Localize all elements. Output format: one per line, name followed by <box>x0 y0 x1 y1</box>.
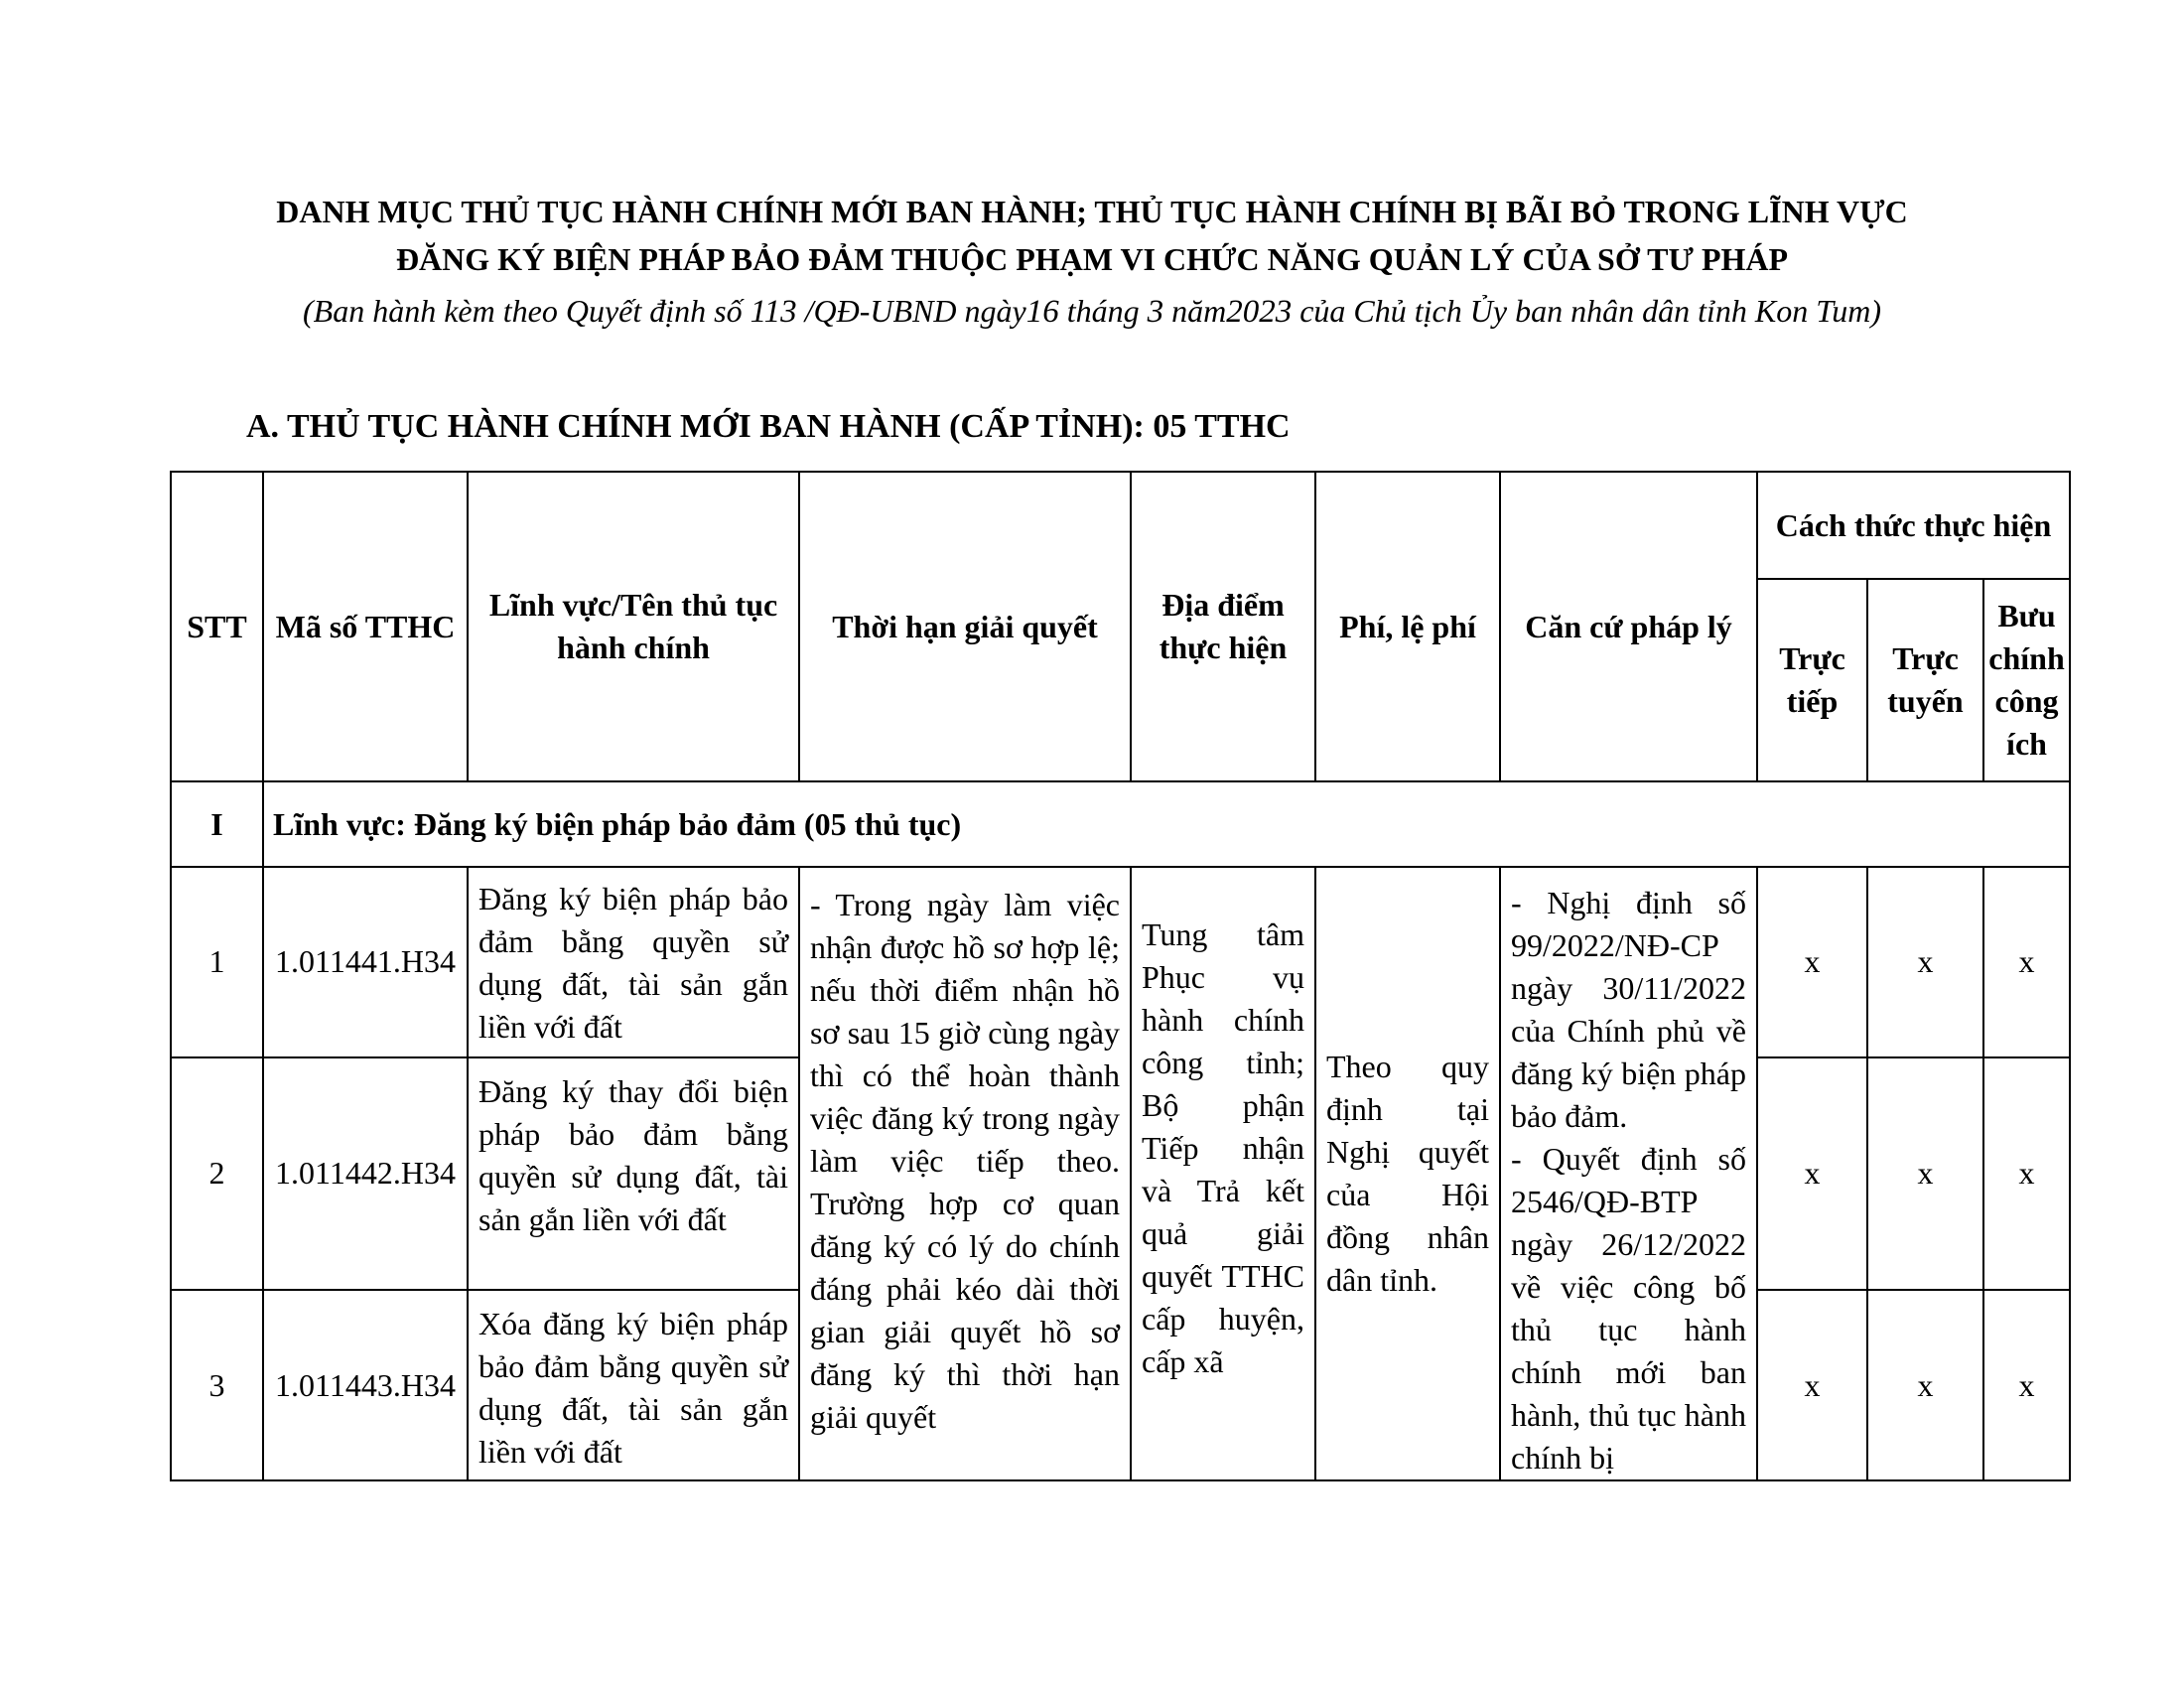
document-title-line-1: DANH MỤC THỦ TỤC HÀNH CHÍNH MỚI BAN HÀNH; THỦ TỤC HÀNH CHÍNH BỊ BÃI BỎ TRONG LĨNH VỰC <box>276 194 1908 229</box>
header-truc-tiep: Trực tiếp <box>1757 579 1867 781</box>
group-roman: I <box>171 781 263 867</box>
row-truc-tiep: x <box>1757 1290 1867 1480</box>
row-procedure-name: Đăng ký biện pháp bảo đảm bằng quyền sử dụng đất, tài sản gắn liền với đất <box>468 867 799 1057</box>
procedures-table <box>170 471 2071 1481</box>
cell-thoi-han: - Trong ngày làm việc nhận được hồ sơ hợp lệ; nếu thời điểm nhận hồ sơ sau 15 giờ cùng ngày thì có thể hoàn thành việc đăng ký trong ngày làm việc tiếp theo. Trường hợp cơ quan đăng ký có lý do chính đáng phải kéo dài thời gian giải quyết hồ sơ đăng ký thì thời hạn giải quyết <box>799 867 1131 1480</box>
row-stt: 2 <box>171 1057 263 1290</box>
subtitle-text-5: của Chủ tịch Ủy ban nhân dân tỉnh Kon Tum) <box>1292 293 1881 329</box>
row-truc-tuyen: x <box>1867 1290 1983 1480</box>
can-cu-item-1: - Nghị định số 99/2022/NĐ-CP ngày 30/11/2022 của Chính phủ về đăng ký biện pháp bảo đảm. <box>1511 885 1746 1134</box>
header-truc-tuyen: Trực tuyến <box>1867 579 1983 781</box>
section-heading: A. THỦ TỤC HÀNH CHÍNH MỚI BAN HÀNH (CẤP TỈNH): 05 TTHC <box>246 408 1291 445</box>
table-row <box>171 867 2070 1057</box>
row-code: 1.011441.H34 <box>263 867 468 1057</box>
subtitle-text-2: /QĐ-UBND ngày <box>796 293 1026 329</box>
decision-month: 3 <box>1147 294 1164 330</box>
subtitle-text-3: tháng <box>1058 293 1148 329</box>
header-cach-thuc: Cách thức thực hiện <box>1757 472 2070 579</box>
row-procedure-name: Đăng ký thay đổi biện pháp bảo đảm bằng quyền sử dụng đất, tài sản gắn liền với đất <box>468 1057 799 1290</box>
row-stt: 3 <box>171 1290 263 1480</box>
row-buu-chinh: x <box>1983 1290 2070 1480</box>
row-buu-chinh: x <box>1983 1057 2070 1290</box>
row-code: 1.011442.H34 <box>263 1057 468 1290</box>
can-cu-item-2: - Quyết định số 2546/QĐ-BTP ngày 26/12/2022 về việc công bố thủ tục hành chính mới ban hành, thủ tục hành chính bị <box>1511 1141 1746 1476</box>
row-stt: 1 <box>171 867 263 1057</box>
row-truc-tiep: x <box>1757 1057 1867 1290</box>
group-label: Lĩnh vực: Đăng ký biện pháp bảo đảm (05 thủ tục) <box>263 781 2070 867</box>
subtitle-text-1: (Ban hành kèm theo Quyết định số <box>303 293 751 329</box>
header-ma-so: Mã số TTHC <box>263 472 468 781</box>
cell-phi: Theo quy định tại Nghị quyết của Hội đồng nhân dân tỉnh. <box>1315 867 1500 1480</box>
header-phi: Phí, lệ phí <box>1315 472 1500 781</box>
document-subtitle <box>0 290 2184 333</box>
header-thoi-han: Thời hạn giải quyết <box>799 472 1131 781</box>
decision-year: 2023 <box>1226 294 1293 330</box>
decision-day: 16 <box>1025 294 1059 330</box>
header-stt: STT <box>171 472 263 781</box>
row-truc-tiep: x <box>1757 867 1867 1057</box>
header-can-cu: Căn cứ pháp lý <box>1500 472 1757 781</box>
row-code: 1.011443.H34 <box>263 1290 468 1480</box>
header-dia-diem: Địa điểm thực hiện <box>1131 472 1315 781</box>
header-buu-chinh: Bưu chính công ích <box>1983 579 2070 781</box>
row-truc-tuyen: x <box>1867 867 1983 1057</box>
cell-can-cu <box>1500 867 1757 1480</box>
row-buu-chinh: x <box>1983 867 2070 1057</box>
row-procedure-name: Xóa đăng ký biện pháp bảo đảm bằng quyền sử dụng đất, tài sản gắn liền với đất <box>468 1290 799 1480</box>
header-linh-vuc: Lĩnh vực/Tên thủ tục hành chính <box>468 472 799 781</box>
subtitle-text-4: năm <box>1163 293 1227 329</box>
decision-number: 113 <box>750 294 797 330</box>
cell-dia-diem: Tung tâm Phục vụ hành chính công tỉnh; Bộ phận Tiếp nhận và Trả kết quả giải quyết TTHC cấp huyện, cấp xã <box>1131 867 1315 1480</box>
document-title-line-2: ĐĂNG KÝ BIỆN PHÁP BẢO ĐẢM THUỘC PHẠM VI CHỨC NĂNG QUẢN LÝ CỦA SỞ TƯ PHÁP <box>395 241 1789 277</box>
row-truc-tuyen: x <box>1867 1057 1983 1290</box>
